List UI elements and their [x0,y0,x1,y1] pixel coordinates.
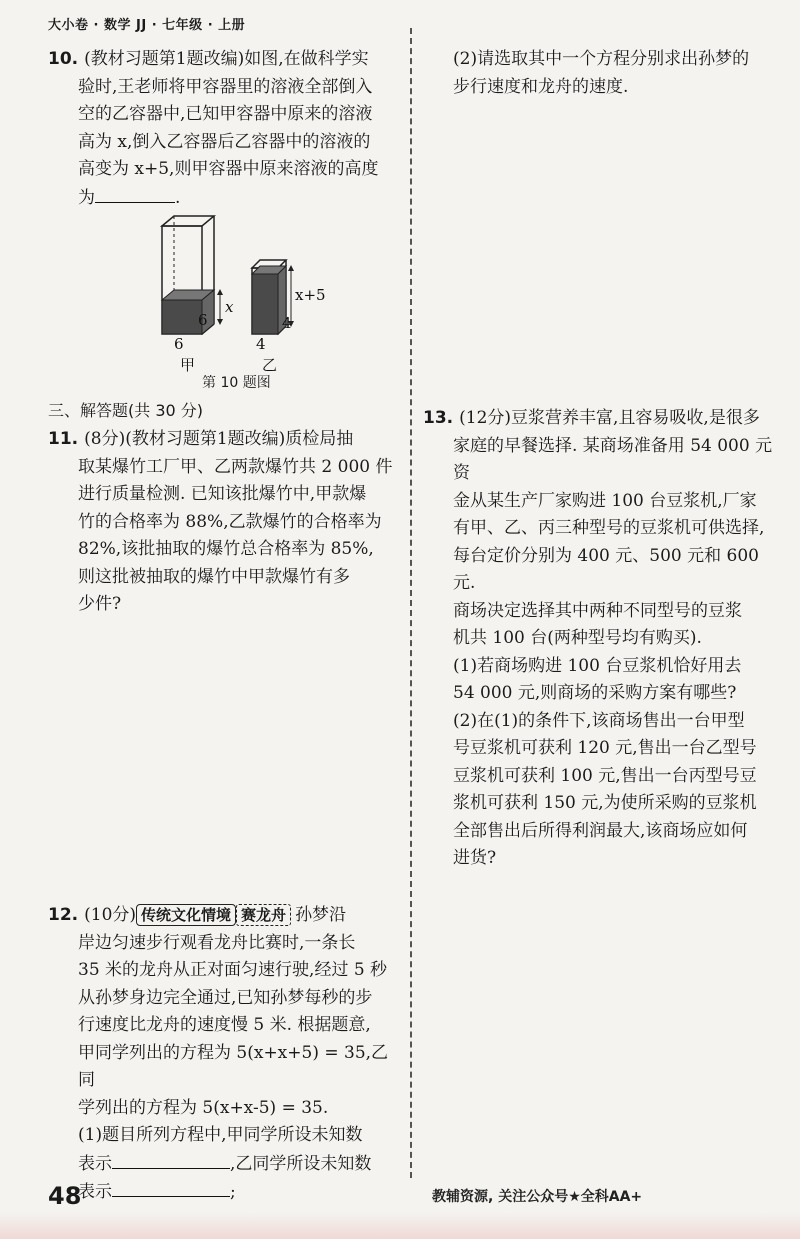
q13-sub1-line-2: 54 000 元,则商场的采购方案有哪些? [453,683,737,703]
q11-line-6: 则这批被抽取的爆竹中甲款爆竹有多 [78,566,350,587]
label-jia: 甲 [180,356,196,372]
q12-line-3: 35 米的龙舟从正对面匀速行驶,经过 5 秒 [78,960,388,980]
question-number: 13. [423,408,454,428]
q12-line-7: 学列出的方程为 5(x+x-5) = 35. [78,1097,329,1118]
answer-blank-yi[interactable] [112,1178,230,1197]
q13-line-2: 家庭的早餐选择. 某商场准备用 54 000 元资 [453,435,773,483]
page-header: 大小卷 · 数学 JJ · 七年级 · 上册 [48,18,246,33]
q13-line-6: 商场决定选择其中两种不同型号的豆浆 [453,600,742,621]
q13-sub2-line-3: 豆浆机可获利 100 元,售出一台丙型号豆 [453,765,757,786]
q13-sub2-line-5: 全部售出后所得利润最大,该商场应如何 [453,820,748,841]
q13-line-1: (12分)豆浆营养丰富,且容易吸收,是很多 [459,408,760,428]
label-jia-width: 6 [174,335,184,353]
q10-last-suffix: . [175,187,181,208]
question-number: 12. [48,905,79,925]
label-yi-width: 4 [256,335,266,353]
question-number: 11. [48,429,79,449]
question-11 [48,426,400,619]
q11-line-4: 竹的合格率为 88%,乙款爆竹的合格率为 [78,511,382,532]
q11-line-7: 少件? [78,594,122,614]
question-number: 10. [48,49,79,69]
q11-line-3: 进行质量检测. 已知该批爆竹中,甲款爆 [78,484,367,504]
page-number: 48 [48,1182,82,1210]
q10-line-1: (教材习题第1题改编)如图,在做科学实 [84,49,369,69]
q12-sub1-suffix-1: ,乙同学所设未知数 [230,1153,372,1174]
section-3 [48,397,400,425]
section-title: 三、解答题(共 30 分) [48,401,204,420]
q12-line-5: 行速度比龙舟的速度慢 5 米. 根据题意, [78,1015,371,1035]
q10-line-2: 验时,王老师将甲容器里的溶液全部倒入 [78,76,373,97]
culture-context-tag: 传统文化情境 [136,904,236,926]
bottom-edge [0,1212,800,1239]
q12-sub2-line-2: 步行速度和龙舟的速度. [453,76,629,97]
question-13 [423,405,773,873]
figure-caption: 第 10 题图 [202,375,271,391]
container-figure [150,212,350,372]
q10-last-prefix: 为 [78,187,95,208]
q12-sub1-prefix-2: 表示 [78,1182,112,1202]
dragon-boat-tag: 赛龙舟 [236,904,291,926]
column-divider [410,28,412,1178]
q13-sub2-line-6: 进货? [453,848,497,868]
question-12-part-2 [423,46,773,101]
label-x: x [225,298,234,316]
q13-sub2-line-2: 号豆浆机可获利 120 元,售出一台乙型号 [453,738,757,758]
q11-line-5: 82%,该批抽取的爆竹总合格率为 85%, [78,539,374,559]
q12-first-tail: 孙梦沿 [295,905,347,925]
q11-line-2: 取某爆竹工厂甲、乙两款爆竹共 2 000 件 [78,456,393,477]
q11-line-1: (8分)(教材习题第1题改编)质检局抽 [84,429,354,449]
q12-sub1-prefix-1: 表示 [78,1153,112,1174]
q13-line-7: 机共 100 台(两种型号均有购买). [453,628,702,648]
answer-blank-jia[interactable] [112,1150,230,1169]
q12-score: (10分) [84,905,137,925]
q13-line-4: 有甲、乙、丙三种型号的豆浆机可供选择, [453,518,765,538]
label-x-plus-5: x+5 [295,286,326,304]
q12-line-2: 岸边匀速步行观看龙舟比赛时,一条长 [78,932,356,953]
question-12 [48,902,400,1207]
q13-line-5: 每台定价分别为 400 元、500 元和 600 元. [453,545,759,593]
label-jia-depth: 6 [198,311,208,329]
q10-line-3: 空的乙容器中,已知甲容器中原来的溶液 [78,104,373,124]
container-jia [162,216,223,334]
footer-watermark: 教辅资源, 关注公众号★全科AA+ [432,1189,643,1205]
q13-sub2-line-4: 浆机可获利 150 元,为使所采购的豆浆机 [453,793,757,813]
q12-sub1-line-1: (1)题目所列方程中,甲同学所设未知数 [78,1125,363,1145]
q13-sub2-line-1: (2)在(1)的条件下,该商场售出一台甲型 [453,710,745,731]
q12-line-6: 甲同学列出的方程为 5(x+x+5) = 35,乙同 [78,1042,389,1090]
q13-line-3: 金从某生产厂家购进 100 台豆浆机,厂家 [453,490,757,511]
label-yi-depth: 4 [282,314,292,332]
q12-sub1-suffix-2: ; [230,1182,236,1202]
q12-line-4: 从孙梦身边完全通过,已知孙梦每秒的步 [78,987,373,1008]
q10-line-4: 高为 x,倒入乙容器后乙容器中的溶液的 [78,131,371,152]
q10-line-5: 高变为 x+5,则甲容器中原来溶液的高度 [78,159,379,179]
q12-sub2-line-1: (2)请选取其中一个方程分别求出孙梦的 [453,49,750,69]
label-yi: 乙 [262,356,278,372]
q13-sub1-line-1: (1)若商场购进 100 台豆浆机恰好用去 [453,655,742,676]
question-10 [48,46,400,212]
answer-blank[interactable] [95,184,175,203]
